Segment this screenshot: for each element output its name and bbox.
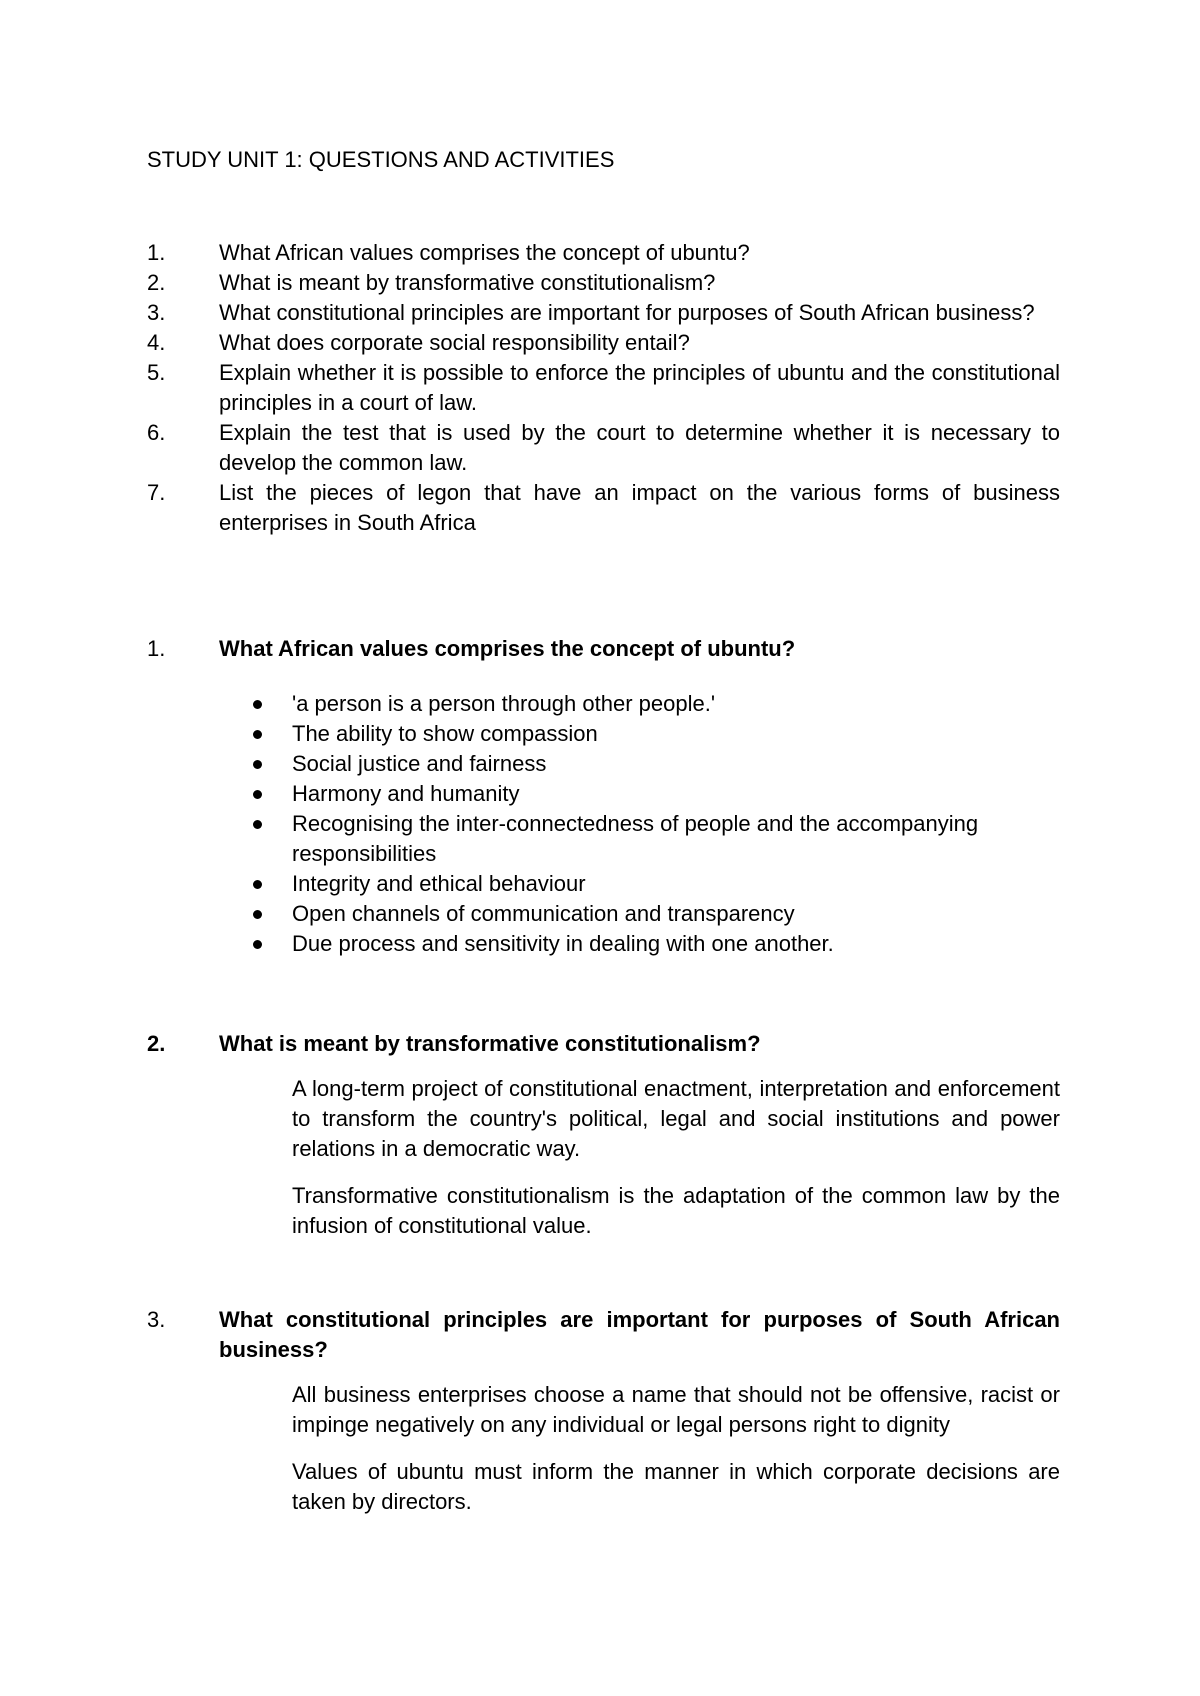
question-text: Explain the test that is used by the court to determine whether it is necessary to develop the common law. — [219, 420, 1060, 475]
answer-number: 1. — [147, 636, 166, 661]
question-item — [147, 268, 1060, 298]
bullet-icon — [253, 760, 262, 769]
answer-heading — [147, 1029, 1060, 1059]
bullet-item — [219, 689, 1060, 719]
answer-section-3 — [147, 1305, 1060, 1517]
answer-paragraph: A long-term project of constitutional enactment, interpretation and enforcement to transform the country's political, legal and social institutions and power relations in a democratic way. — [292, 1076, 1060, 1161]
answer-heading — [147, 1305, 1060, 1365]
bullet-text: Integrity and ethical behaviour — [292, 871, 586, 896]
bullet-icon — [253, 730, 262, 739]
question-number: 5. — [147, 360, 166, 385]
question-item — [147, 238, 1060, 268]
bullet-item — [219, 869, 1060, 899]
question-text: What constitutional principles are important for purposes of South African business? — [219, 300, 1035, 325]
answer-paragraph: All business enterprises choose a name that should not be offensive, racist or impinge negatively on any individual or legal persons right to dignity — [292, 1382, 1060, 1437]
bullet-icon — [253, 880, 262, 889]
question-number: 1. — [147, 240, 166, 265]
bullet-item — [219, 779, 1060, 809]
bullet-text: Due process and sensitivity in dealing with one another. — [292, 931, 834, 956]
bullet-item — [219, 899, 1060, 929]
answer-paragraph: Values of ubuntu must inform the manner in which corporate decisions are taken by directors. — [292, 1459, 1060, 1514]
question-number: 2. — [147, 270, 166, 295]
bullet-icon — [253, 700, 262, 709]
question-text: List the pieces of legon that have an impact on the various forms of business enterprises in South Africa — [219, 480, 1060, 535]
bullet-item — [219, 719, 1060, 749]
bullet-text: Harmony and humanity — [292, 781, 520, 806]
bullet-list — [147, 689, 1060, 959]
answer-number: 2. — [147, 1031, 166, 1056]
answer-number: 3. — [147, 1307, 166, 1332]
bullet-icon — [253, 910, 262, 919]
question-number: 4. — [147, 330, 166, 355]
bullet-icon — [253, 820, 262, 829]
question-item — [147, 328, 1060, 358]
answer-heading-text: What is meant by transformative constitutionalism? — [219, 1031, 761, 1056]
answer-heading-text: What African values comprises the concept of ubuntu? — [219, 636, 796, 661]
question-number: 7. — [147, 480, 166, 505]
answer-paragraph: Transformative constitutionalism is the adaptation of the common law by the infusion of constitutional value. — [292, 1183, 1060, 1238]
bullet-text: Social justice and fairness — [292, 751, 547, 776]
answer-heading-text: What constitutional principles are important for purposes of South African business? — [219, 1307, 1060, 1362]
answer-section-2 — [147, 1029, 1060, 1241]
bullet-text: Recognising the inter-connectedness of people and the accompanying responsibilities — [292, 811, 979, 866]
question-item — [147, 478, 1060, 538]
answer-heading — [147, 634, 1060, 664]
bullet-item — [219, 809, 1060, 869]
question-number: 3. — [147, 300, 166, 325]
question-text: What does corporate social responsibility entail? — [219, 330, 690, 355]
bullet-text: 'a person is a person through other people.' — [292, 691, 716, 716]
question-item — [147, 358, 1060, 418]
question-number: 6. — [147, 420, 166, 445]
question-item — [147, 418, 1060, 478]
question-text: Explain whether it is possible to enforce the principles of ubuntu and the constitutional principles in a court of law. — [219, 360, 1060, 415]
page-title: STUDY UNIT 1: QUESTIONS AND ACTIVITIES — [147, 147, 615, 172]
bullet-item — [219, 749, 1060, 779]
bullet-text: The ability to show compassion — [292, 721, 598, 746]
question-text: What African values comprises the concept of ubuntu? — [219, 240, 750, 265]
bullet-icon — [253, 940, 262, 949]
questions-list — [147, 238, 1060, 538]
question-item — [147, 298, 1060, 328]
question-text: What is meant by transformative constitutionalism? — [219, 270, 716, 295]
bullet-text: Open channels of communication and transparency — [292, 901, 795, 926]
bullet-icon — [253, 790, 262, 799]
bullet-item — [219, 929, 1060, 959]
answer-section-1 — [147, 634, 1060, 959]
